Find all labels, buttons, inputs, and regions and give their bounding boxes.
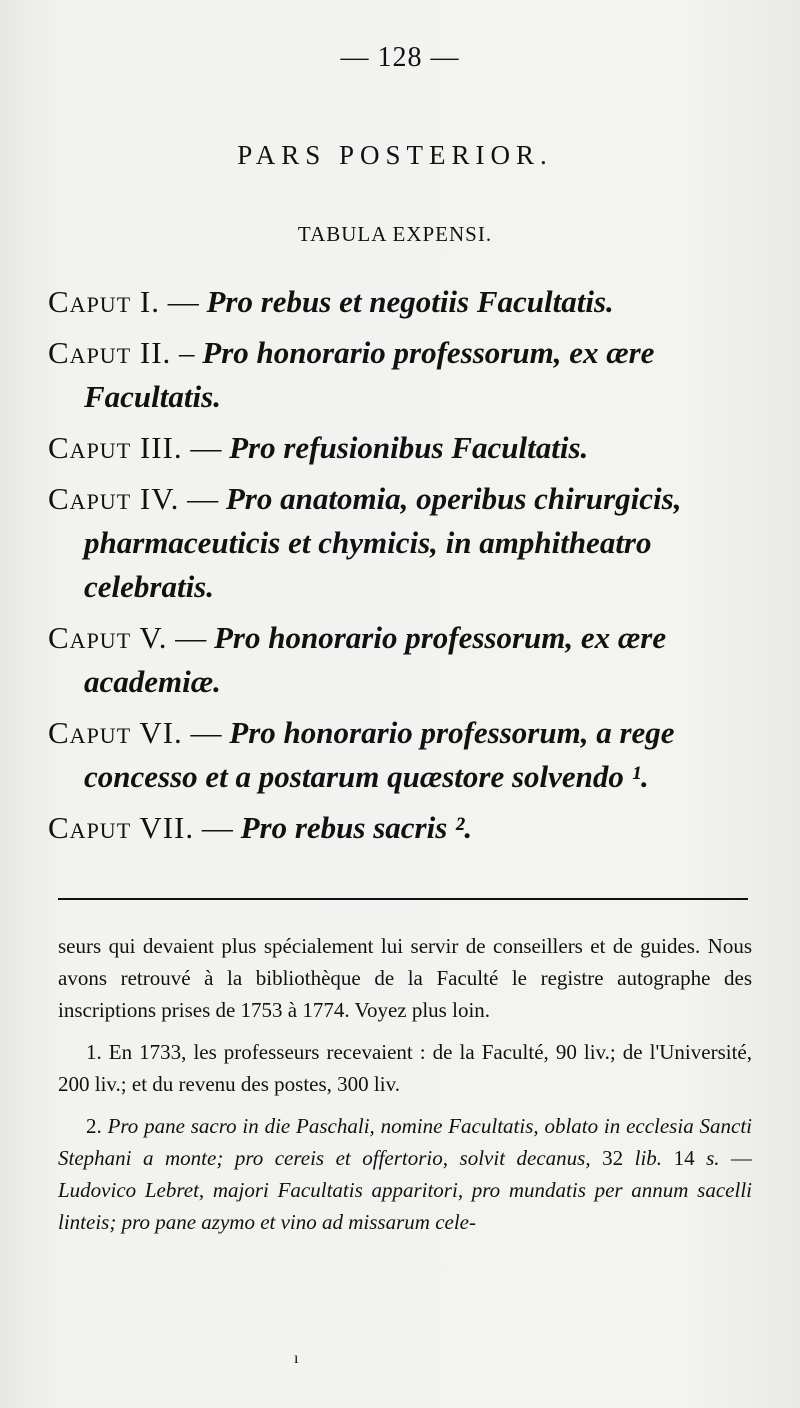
footnote-2-unit-lib: lib. xyxy=(634,1146,663,1170)
chapter-description-continued: pharmaceuticis et chymicis, in amphitheatro celebratis. xyxy=(84,525,652,604)
chapter-entry xyxy=(48,711,768,799)
chapter-label: Caput V. xyxy=(48,620,168,655)
footnote-2-text-b: Ludovico Lebret, majori Facultatis apparitori, pro mundatis per annum sacelli linteis; pro pane azymo et vino ad missarum cele- xyxy=(58,1178,752,1234)
chapter-separator: — xyxy=(182,715,230,750)
chapter-label: Caput III. xyxy=(48,430,183,465)
chapter-entry xyxy=(48,426,768,470)
chapter-entry xyxy=(48,806,768,850)
chapter-label: Caput VII. xyxy=(48,810,195,845)
chapter-description: Pro refusionibus Facultatis. xyxy=(229,430,589,465)
chapter-label: Caput I. xyxy=(48,284,160,319)
chapter-separator: — xyxy=(159,284,207,319)
footnote-2 xyxy=(58,1110,752,1238)
section-title: PARS POSTERIOR. xyxy=(237,140,553,170)
signature-mark: ı xyxy=(294,1350,299,1367)
chapter-entry xyxy=(48,477,768,609)
footnote-2-text-a: Pro pane sacro in die Paschali, nomine Facultatis, oblato in ecclesia Sancti Stephani a monte; pro cereis et offertorio, solvit decanus, xyxy=(58,1114,752,1170)
chapter-separator: – xyxy=(171,335,203,370)
chapter-entry xyxy=(48,331,768,419)
footnote-2-number: 2. xyxy=(86,1114,108,1138)
footnote-continuation: seurs qui devaient plus spécialement lui servir de conseillers et de guides. Nous avons retrouvé à la bibliothèque de la Faculté le registre autographe des inscriptions prises de 1753 à 1774. Voyez plus loin. xyxy=(58,934,752,1022)
table-title: TABULA EXPENSI. xyxy=(297,222,493,246)
footnote-2-amount-2: 14 xyxy=(662,1146,707,1170)
footnote-2-unit-s: s. xyxy=(706,1146,720,1170)
chapter-separator: — xyxy=(194,810,241,845)
chapter-description: Pro honorario professorum, ex ære xyxy=(202,335,655,370)
chapter-description: Pro rebus et negotiis Facultatis. xyxy=(206,284,614,319)
footnote-divider xyxy=(58,898,748,900)
chapter-separator: — xyxy=(167,620,214,655)
chapter-description: Pro rebus sacris ². xyxy=(240,810,473,845)
chapter-entry xyxy=(48,616,768,704)
chapter-description: Pro honorario professorum, a rege xyxy=(229,715,675,750)
chapter-description-continued: academiæ. xyxy=(84,664,221,699)
chapter-entry xyxy=(48,280,768,324)
footnote-2-amount: 32 xyxy=(590,1146,635,1170)
chapter-list xyxy=(48,280,768,857)
chapter-description: Pro honorario professorum, ex ære xyxy=(213,620,667,655)
chapter-label: Caput IV. xyxy=(48,481,180,516)
chapter-separator: — xyxy=(182,430,230,465)
chapter-description-continued: concesso et a postarum quæstore solvendo ¹. xyxy=(84,759,649,794)
footnotes xyxy=(58,930,752,1248)
chapter-label: Caput VI. xyxy=(48,715,183,750)
chapter-separator: — xyxy=(179,481,226,516)
chapter-label: Caput II. xyxy=(48,335,172,370)
page-number: — 128 — xyxy=(340,42,460,73)
chapter-description-continued: Facultatis. xyxy=(84,379,221,414)
footnote-2-dash: — xyxy=(719,1146,753,1170)
footnote-1: 1. En 1733, les professeurs recevaient : de la Faculté, 90 liv.; de l'Université, 200 liv.; et du revenu des postes, 300 liv. xyxy=(58,1040,752,1096)
chapter-description: Pro anatomia, operibus chirurgicis, xyxy=(225,481,682,516)
